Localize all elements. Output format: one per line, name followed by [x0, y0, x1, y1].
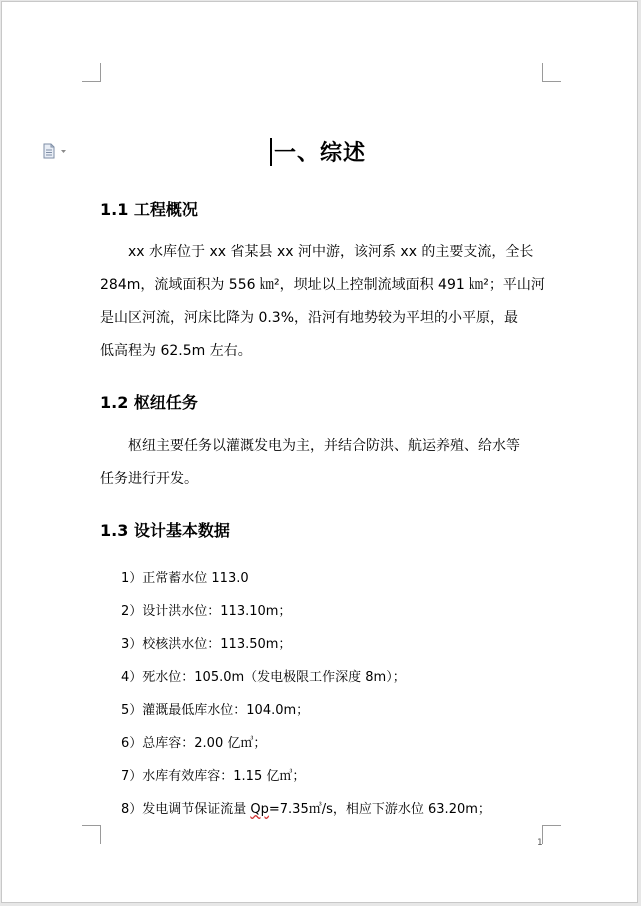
- paste-options-icon[interactable]: [42, 143, 68, 159]
- paragraph-project-overview: [100, 236, 548, 368]
- text-line: xx 水库位于 xx 省某县 xx 河中游，该河系 xx 的主要支流，全长: [128, 244, 534, 260]
- list-item: [121, 798, 491, 817]
- text-line: 枢纽主要任务以灌溉发电为主，并结合防洪、航运养殖、给水等: [128, 438, 520, 454]
- page-number: 1: [537, 838, 543, 848]
- margin-corner-top-left: [82, 63, 101, 82]
- text-cursor: [270, 138, 272, 166]
- margin-corner-bottom-left: [82, 825, 101, 844]
- document-page: [1, 1, 638, 903]
- list-item: 1）正常蓄水位 113.0: [121, 571, 249, 586]
- paragraph-hub-tasks: [100, 430, 548, 496]
- list-item: 7）水库有效库容：1.15 亿㎥；: [121, 769, 306, 784]
- list-item: 6）总库容：2.00 亿㎥；: [121, 736, 267, 751]
- text-line: 任务进行开发。: [100, 471, 198, 487]
- margin-corner-bottom-right: [542, 825, 561, 844]
- text-line: 是山区河流，河床比降为 0.3%，沿河有地势较为平坦的小平原，最: [100, 310, 519, 326]
- heading-1-2: 1.2 枢纽任务: [100, 393, 198, 412]
- document-title: 一、综述: [270, 136, 366, 167]
- heading-1-3: 1.3 设计基本数据: [100, 521, 230, 540]
- spellcheck-flagged-text[interactable]: Qp: [250, 802, 269, 817]
- list-item: 2）设计洪水位：113.10m；: [121, 604, 292, 619]
- list-item: 4）死水位：105.0m（发电极限工作深度 8m）；: [121, 670, 406, 685]
- text-line: 284m，流域面积为 556 ㎞²，坝址以上控制流域面积 491 ㎞²；平山河: [100, 277, 545, 293]
- list-item: 3）校核洪水位：113.50m；: [121, 637, 292, 652]
- heading-1-1: 1.1 工程概况: [100, 200, 198, 219]
- margin-corner-top-right: [542, 63, 561, 82]
- list-item-text: 8）发电调节保证流量: [121, 802, 251, 817]
- list-item: 5）灌溉最低库水位：104.0m；: [121, 703, 310, 718]
- list-item-text: =7.35㎥/s，相应下游水位 63.20m；: [268, 802, 491, 817]
- text-line: 低高程为 62.5m 左右。: [100, 343, 252, 359]
